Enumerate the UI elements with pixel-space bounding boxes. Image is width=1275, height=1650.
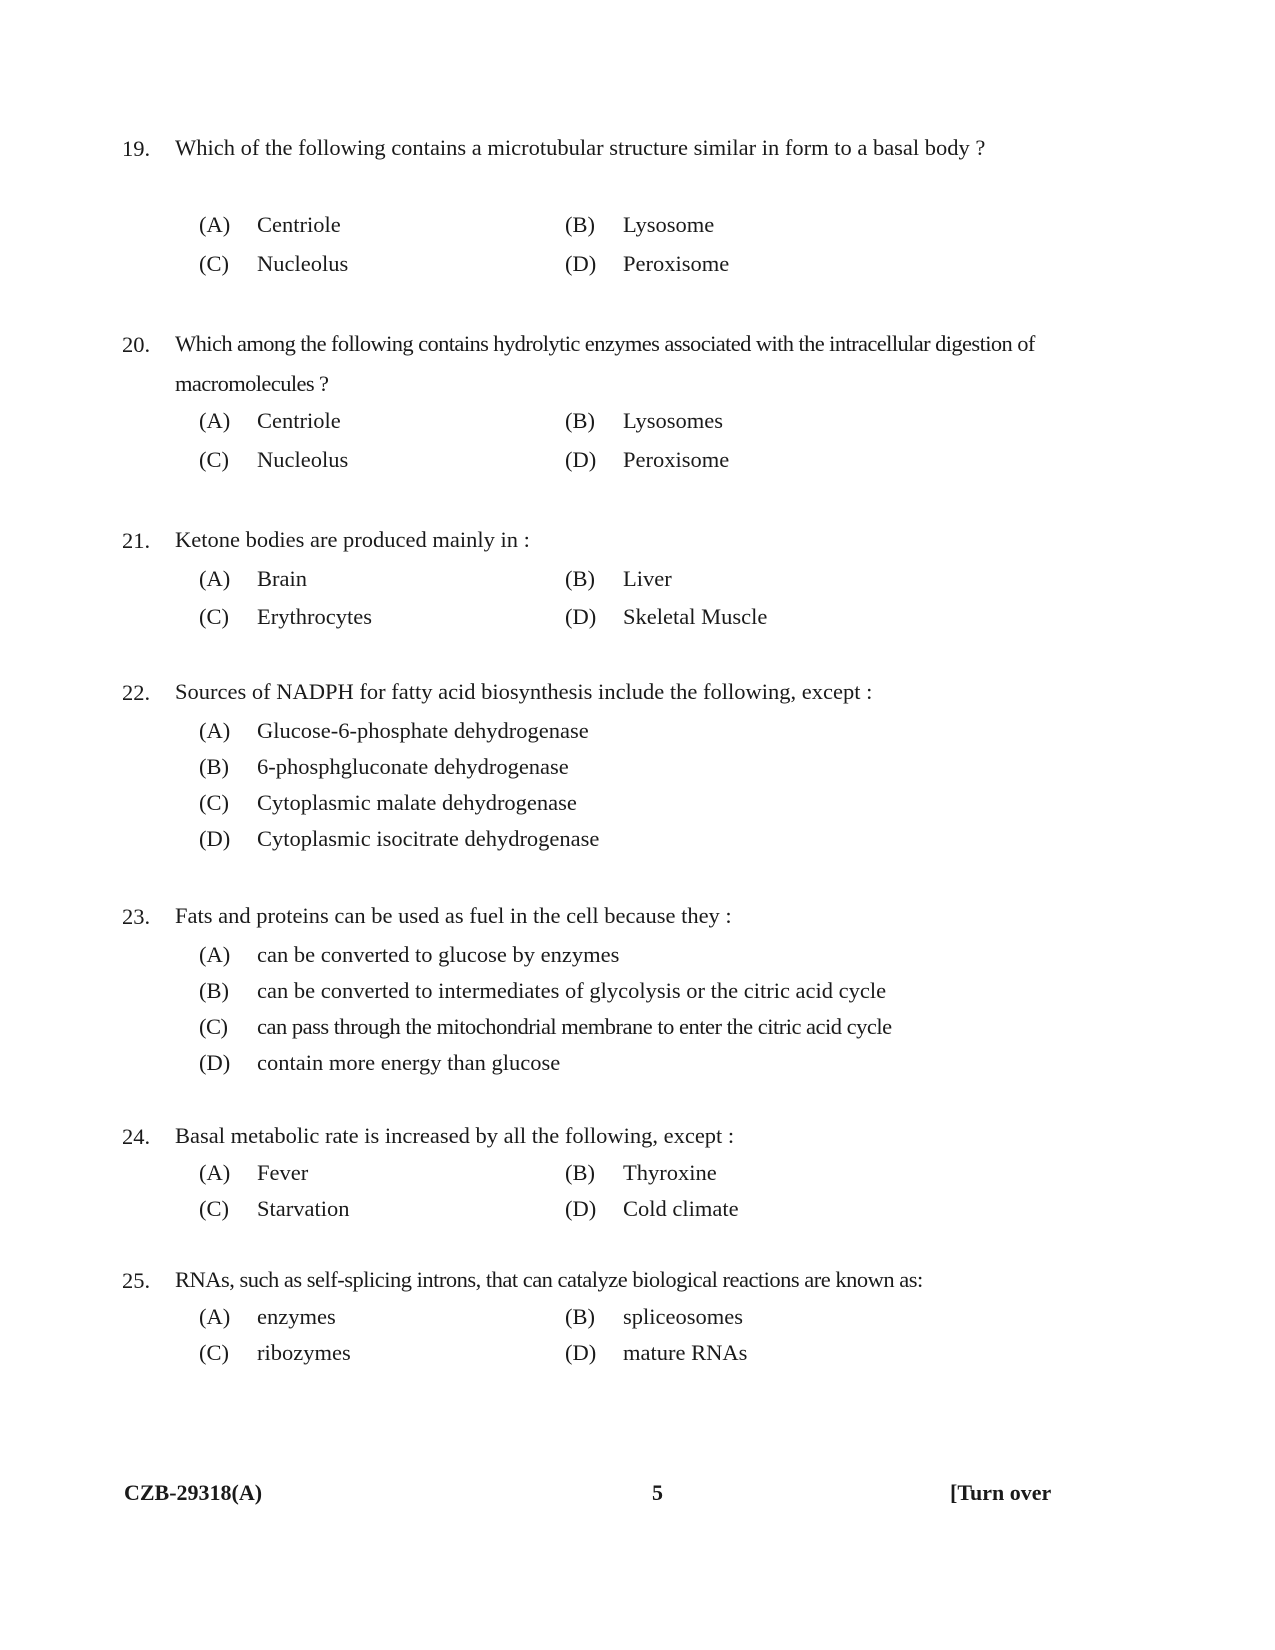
option-letter: (A) [199, 1160, 231, 1185]
option-text: can pass through the mitochondrial membrane to enter the citric acid cycle [257, 1014, 892, 1039]
option-letter: (B) [565, 408, 595, 433]
option-letter: (B) [199, 978, 229, 1003]
option-letter: (C) [199, 251, 229, 276]
option-letter: (B) [565, 1160, 595, 1185]
option-letter: (D) [199, 1050, 231, 1075]
option-text: Peroxisome [623, 447, 730, 472]
option-letter: (C) [199, 604, 229, 629]
question-text: Sources of NADPH for fatty acid biosynthesis include the following, except : [175, 679, 873, 704]
option-text: Lysosome [623, 212, 715, 237]
option-letter: (C) [199, 790, 229, 815]
question-text: Ketone bodies are produced mainly in : [175, 527, 530, 552]
option-letter: (A) [199, 942, 231, 967]
option-letter: (C) [199, 1196, 229, 1221]
option-text: Centriole [257, 408, 341, 433]
turn-over-label: [Turn over [950, 1480, 1052, 1505]
option-letter: (D) [565, 447, 597, 472]
option-text: Cold climate [623, 1196, 739, 1221]
option-text: Nucleolus [257, 447, 349, 472]
option-text: can be converted to glucose by enzymes [257, 942, 620, 967]
option-text: Peroxisome [623, 251, 730, 276]
option-letter: (C) [199, 1014, 228, 1039]
question-number: 25. [122, 1268, 151, 1293]
option-text: 6-phosphgluconate dehydrogenase [257, 754, 569, 779]
option-text: Glucose-6-phosphate dehydrogenase [257, 718, 589, 743]
option-text: Liver [623, 566, 672, 591]
option-text: Erythrocytes [257, 604, 372, 629]
option-text: Fever [257, 1160, 309, 1185]
option-text: Brain [257, 566, 307, 591]
option-letter: (D) [199, 826, 231, 851]
option-text: ribozymes [257, 1340, 351, 1365]
option-text: Cytoplasmic malate dehydrogenase [257, 790, 577, 815]
option-letter: (A) [199, 718, 231, 743]
question-number: 24. [122, 1124, 151, 1149]
question-number: 22. [122, 680, 151, 705]
question-number: 23. [122, 904, 151, 929]
option-text: contain more energy than glucose [257, 1050, 561, 1075]
option-letter: (A) [199, 1304, 231, 1329]
option-letter: (D) [565, 251, 597, 276]
option-letter: (C) [199, 1340, 229, 1365]
question-text: RNAs, such as self-splicing introns, that can catalyze biological reactions are known as: [175, 1267, 923, 1292]
option-text: enzymes [257, 1304, 336, 1329]
option-letter: (D) [565, 604, 597, 629]
paper-code: CZB-29318(A) [124, 1480, 263, 1505]
question-number: 20. [122, 332, 151, 357]
question-number: 21. [122, 528, 151, 553]
option-text: spliceosomes [623, 1304, 743, 1329]
option-text: Lysosomes [623, 408, 724, 433]
option-letter: (B) [565, 566, 595, 591]
question-text: Basal metabolic rate is increased by all the following, except : [175, 1123, 735, 1148]
option-letter: (B) [199, 754, 229, 779]
page-number: 5 [652, 1480, 663, 1505]
option-letter: (D) [565, 1340, 597, 1365]
question-text: Which of the following contains a microtubular structure similar in form to a basal body ? [175, 135, 986, 160]
option-text: Thyroxine [623, 1160, 717, 1185]
option-letter: (D) [565, 1196, 597, 1221]
question-text: Which among the following contains hydrolytic enzymes associated with the intracellular digestion of macromolecules ? [175, 331, 1035, 396]
option-text: can be converted to intermediates of glycolysis or the citric acid cycle [257, 978, 887, 1003]
option-letter: (A) [199, 566, 231, 591]
option-text: Nucleolus [257, 251, 349, 276]
question-number: 19. [122, 136, 151, 161]
option-text: Centriole [257, 212, 341, 237]
option-letter: (B) [565, 1304, 595, 1329]
option-text: Skeletal Muscle [623, 604, 768, 629]
option-letter: (C) [199, 447, 229, 472]
option-text: Cytoplasmic isocitrate dehydrogenase [257, 826, 600, 851]
option-letter: (A) [199, 212, 231, 237]
option-text: mature RNAs [623, 1340, 748, 1365]
option-letter: (B) [565, 212, 595, 237]
option-text: Starvation [257, 1196, 350, 1221]
question-text: Fats and proteins can be used as fuel in the cell because they : [175, 903, 732, 928]
option-letter: (A) [199, 408, 231, 433]
